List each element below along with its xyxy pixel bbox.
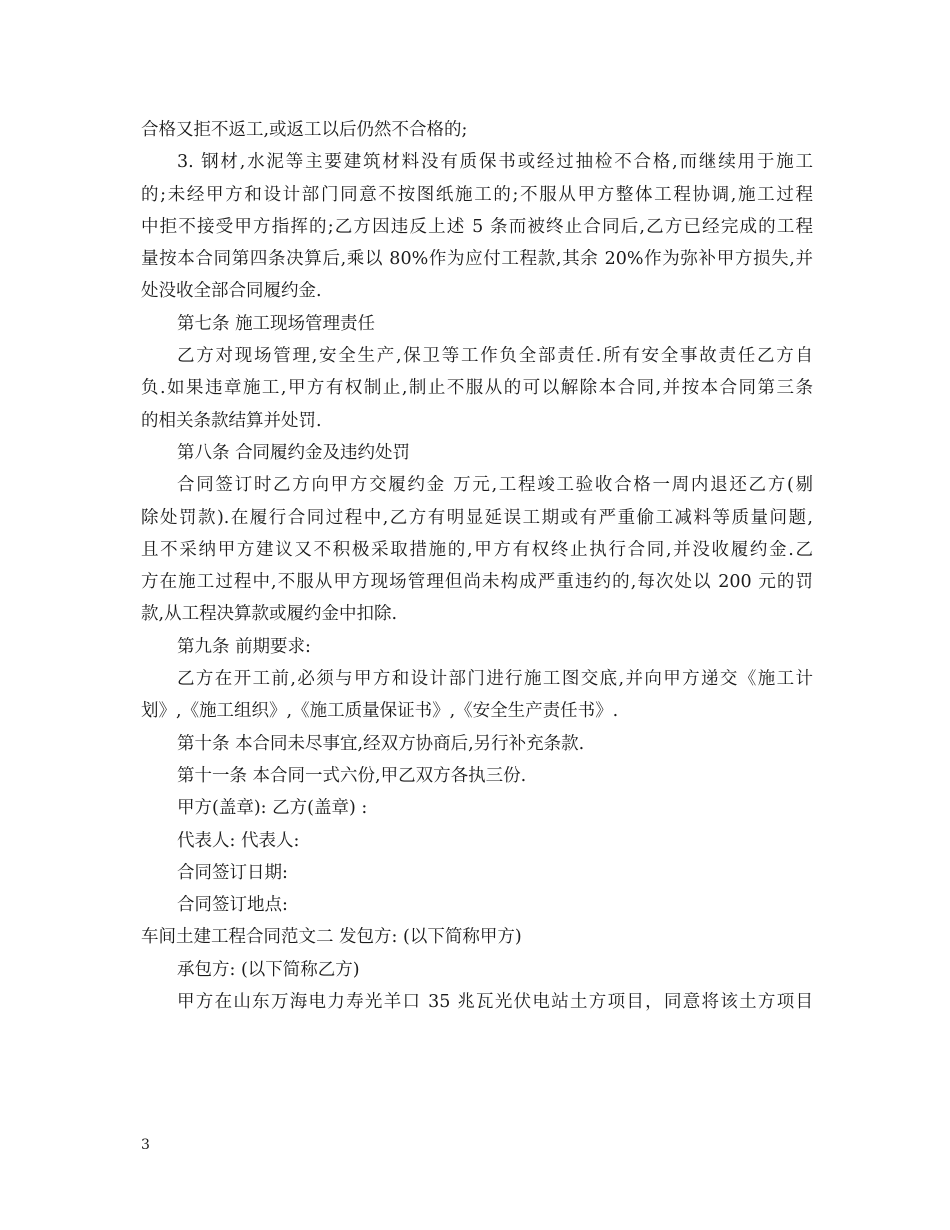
text-line: 除处罚款).在履行合同过程中,乙方有明显延误工期或有严重偷工减料等质量问题, [141, 507, 813, 528]
text-line: 车间土建工程合同范文二 发包方: (以下简称甲方) [141, 927, 522, 948]
text-line: 乙方对现场管理,安全生产,保卫等工作负全部责任.所有安全事故责任乙方自 [177, 346, 813, 367]
text-line: 量按本合同第四条决算后,乘以 80%作为应付工程款,其余 20%作为弥补甲方损失,并 [141, 249, 813, 270]
text-line: 处没收全部合同履约金. [141, 281, 322, 302]
text-line: 乙方在开工前,必须与甲方和设计部门进行施工图交底,并向甲方递交《施工计 [177, 669, 813, 690]
document-body [141, 114, 813, 1018]
text-line: 款,从工程决算款或履约金中扣除. [141, 604, 398, 625]
text-line: 合格又拒不返工,或返工以后仍然不合格的; [141, 120, 468, 140]
text-line: 第七条 施工现场管理责任 [177, 313, 376, 334]
text-line: 承包方: (以下简称乙方) [177, 959, 360, 980]
text-line: 第九条 前期要求: [177, 636, 311, 657]
page-number: 3 [141, 1137, 150, 1153]
text-line: 合同签订时乙方向甲方交履约金 万元,工程竣工验收合格一周内退还乙方(剔 [177, 475, 813, 496]
text-line: 第十一条 本合同一式六份,甲乙双方各执三份. [177, 765, 527, 786]
text-line: 方在施工过程中,不服从甲方现场管理但尚未构成严重违约的,每次处以 200 元的罚 [141, 572, 813, 593]
text-line: 的相关条款结算并处罚. [141, 410, 322, 431]
text-line: 甲方(盖章): 乙方(盖章) : [177, 798, 368, 819]
text-line: 3. 钢材,水泥等主要建筑材料没有质保书或经过抽检不合格,而继续用于施工 [177, 152, 813, 173]
text-line: 合同签订日期: [177, 862, 288, 883]
text-line: 合同签订地点: [177, 895, 288, 916]
text-line: 甲方在山东万海电力寿光羊口 35 兆瓦光伏电站土方项目，同意将该土方项目 [177, 992, 813, 1013]
text-line: 中拒不接受甲方指挥的;乙方因违反上述 5 条而被终止合同后,乙方已经完成的工程 [141, 216, 813, 237]
text-line: 第十条 本合同未尽事宜,经双方协商后,另行补充条款. [177, 733, 585, 754]
text-line: 且不采纳甲方建议又不积极采取措施的,甲方有权终止执行合同,并没收履约金.乙 [141, 539, 813, 560]
text-line: 第八条 合同履约金及违约处罚 [177, 442, 411, 463]
text-line: 代表人: 代表人: [177, 830, 300, 851]
text-line: 划》,《施工组织》,《施工质量保证书》,《安全生产责任书》. [141, 701, 619, 722]
text-line: 负.如果违章施工,甲方有权制止,制止不服从的可以解除本合同,并按本合同第三条 [141, 378, 813, 399]
text-line: 的;未经甲方和设计部门同意不按图纸施工的;不服从甲方整体工程协调,施工过程 [141, 184, 813, 205]
